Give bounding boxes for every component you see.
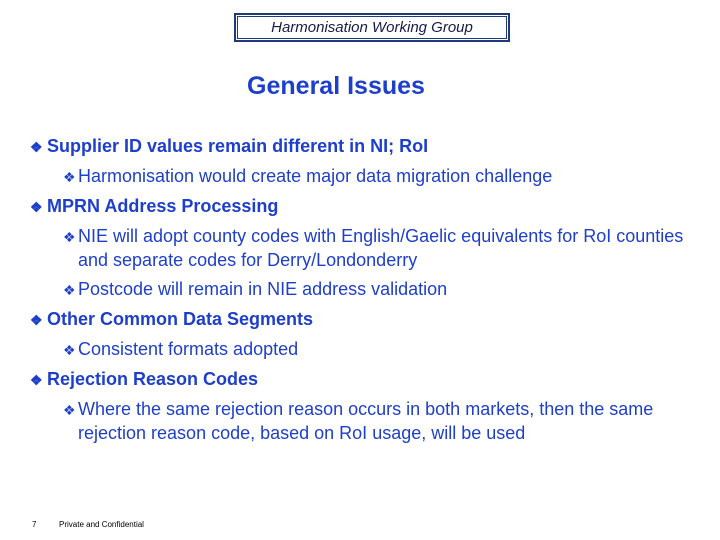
diamond-bullet-icon: ❖ xyxy=(30,372,43,388)
confidential-label: Private and Confidential xyxy=(59,520,144,529)
diamond-bullet-icon: ❖ xyxy=(63,282,76,298)
diamond-bullet-icon: ❖ xyxy=(63,342,76,358)
diamond-bullet-icon: ❖ xyxy=(30,312,43,328)
page-title: General Issues xyxy=(247,72,425,100)
list-item xyxy=(30,307,690,332)
list-item xyxy=(30,367,690,392)
diamond-bullet-icon: ❖ xyxy=(30,199,43,215)
sub-list-item xyxy=(30,164,690,189)
sub-list-item xyxy=(30,397,690,445)
sub-list-item xyxy=(30,224,690,272)
page-number: 7 xyxy=(32,520,37,529)
diamond-bullet-icon: ❖ xyxy=(63,402,76,418)
list-item-text: MPRN Address Processing xyxy=(47,196,279,216)
diamond-bullet-icon: ❖ xyxy=(63,229,76,245)
diamond-bullet-icon: ❖ xyxy=(30,139,43,155)
list-item xyxy=(30,134,690,159)
list-item-text: Other Common Data Segments xyxy=(47,309,314,329)
sub-list-item-text: NIE will adopt county codes with English/Gaelic equivalents for RoI counties and separate codes for Derry/Londonderry xyxy=(78,226,684,270)
list-item xyxy=(30,194,690,219)
header-box xyxy=(234,13,510,42)
sub-list-item xyxy=(30,277,690,302)
sub-list-item-text: Where the same rejection reason occurs in both markets, then the same rejection reason code, based on RoI usage, will be used xyxy=(78,399,654,443)
list-item-text: Rejection Reason Codes xyxy=(47,369,259,389)
sub-list-item-text: Consistent formats adopted xyxy=(78,339,299,359)
sub-list-item-text: Harmonisation would create major data migration challenge xyxy=(78,166,553,186)
header-label: Harmonisation Working Group xyxy=(271,19,473,36)
diamond-bullet-icon: ❖ xyxy=(63,169,76,185)
sub-list-item xyxy=(30,337,690,362)
sub-list-item-text: Postcode will remain in NIE address validation xyxy=(78,279,448,299)
bullet-list xyxy=(30,134,690,450)
list-item-text: Supplier ID values remain different in NI; RoI xyxy=(47,136,429,156)
